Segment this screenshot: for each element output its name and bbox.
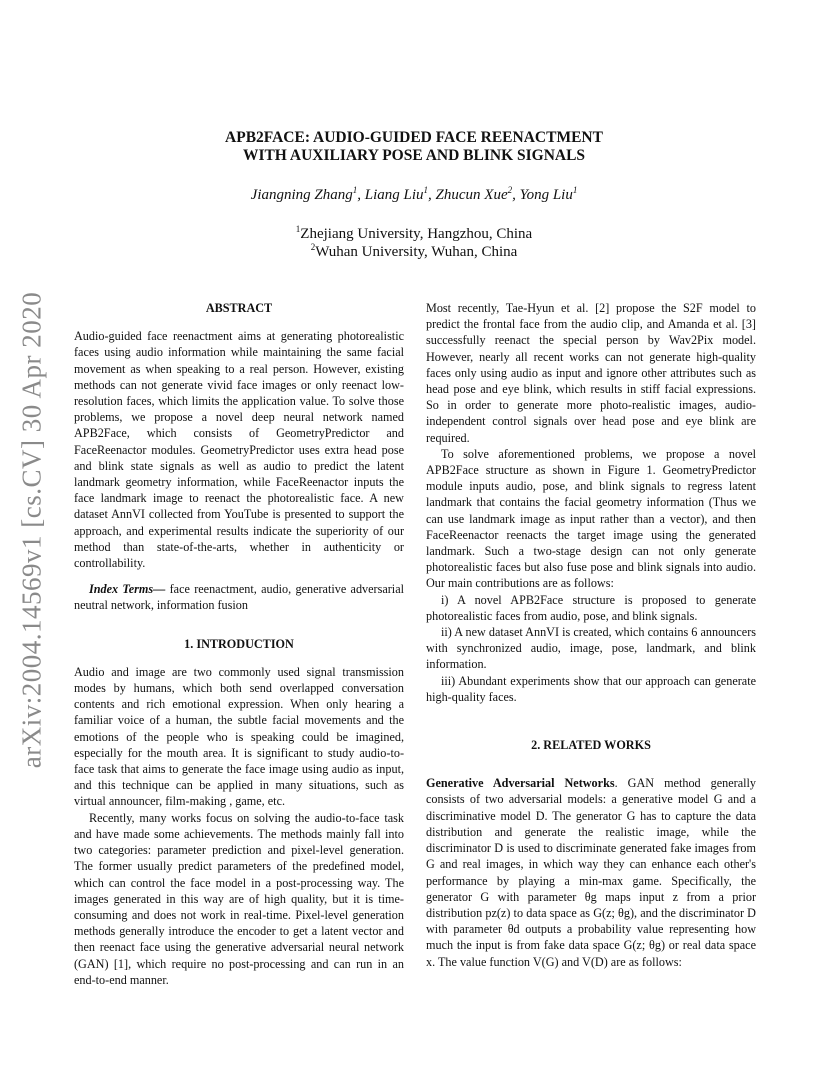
right-column — [426, 300, 756, 970]
right-paragraph-2: To solve aforementioned problems, we propose a novel APB2Face structure as shown in Figure 1. GeometryPredictor module inputs audio, pose, and blink signals to regress latent landmark that contains the facial geometry information (Thus we can use landmark image as input rather than a vector), and then FaceReenactor reenacts the target image using the generated landmark. Such a two-stage design can not only generate photorealistic faces but also fuse pose and blink signals into audio. Our main contributions are as follows: — [426, 446, 756, 591]
affiliations — [0, 225, 828, 261]
affiliation — [0, 243, 828, 261]
arxiv-id: arXiv:2004.14569v1 [cs.CV] 30 Apr 2020 — [16, 291, 47, 769]
index-terms — [74, 581, 404, 613]
index-terms-text: face reenactment, audio, generative adversarial neutral network, information fusion — [74, 582, 404, 613]
author-name: Zhucun Xue — [435, 187, 508, 203]
related-works-heading: 2. RELATED WORKS — [531, 738, 651, 753]
gan-paragraph — [426, 775, 756, 969]
left-column — [74, 300, 404, 988]
author-affil-mark: 2 — [507, 185, 513, 195]
contribution-1: i) A novel APB2Face structure is proposed to generate photorealistic faces from audio, pose, and blink signals. — [426, 592, 756, 623]
affil-text: Wuhan University, Wuhan, China — [315, 244, 518, 260]
arxiv-watermark — [14, 290, 50, 770]
author-name: Yong Liu — [519, 187, 573, 203]
contribution-3: iii) Abundant experiments show that our approach can generate high-quality faces. — [426, 673, 756, 704]
intro-heading: 1. INTRODUCTION — [184, 636, 294, 651]
author-affil-mark: 1 — [423, 185, 429, 195]
paper-title — [0, 129, 828, 165]
title-line-2: WITH AUXILIARY POSE AND BLINK SIGNALS — [242, 147, 586, 164]
author-affil-mark: 1 — [352, 185, 358, 195]
author-name: Liang Liu — [364, 187, 424, 203]
title-line-1: APB2FACE: AUDIO-GUIDED FACE REENACTMENT — [225, 129, 603, 146]
abstract-heading: ABSTRACT — [205, 301, 273, 315]
index-terms-label: Index Terms— — [89, 582, 166, 597]
author-separator: , — [512, 187, 520, 203]
author-list — [0, 187, 828, 204]
gan-label: Generative Adversarial Networks — [426, 776, 615, 791]
author-affil-mark: 1 — [572, 185, 578, 195]
contribution-2: ii) A new dataset AnnVI is created, which contains 6 announcers with synchronized audio, image, pose, landmark, and blink information. — [426, 625, 756, 672]
gan-text: . GAN method generally consists of two adversarial models: a generative model G and a discriminative model D. The generator G has to capture the data distribution and generate the realistic image, while the discriminator D is used to discriminate generated fake images from G and real images, in which way they can enhance each other's performance by playing a min-max game. Specifically, the generator G with parameter θg maps input z from a prior distribution pz(z) to data space as G(z; θg), and the discriminator D with parameter θd outputs a probability value representing how much the input is from fake data space G(z; θg) or real data space x. The value function V(G) and V(D) are as follows: — [426, 776, 756, 969]
intro-paragraph-2: Recently, many works focus on solving the audio-to-face task and have made some achievements. The methods mainly fall into two categories: parameter prediction and pixel-level generation. The former usually predict parameters of the predefined model, which can control the face model in a post-processing way. The images generated in this way are of high quality, but it is time-consuming and does not work in real-time. Pixel-level generation methods generally introduce the encoder to get a latent vector and then reenact face using the generative adversarial neural network (GAN) [1], which require no post-processing and can run in an end-to-end manner. — [74, 810, 404, 987]
affil-mark: 2 — [310, 242, 316, 252]
author-separator: , — [357, 187, 365, 203]
affil-text: Zhejiang University, Hangzhou, China — [300, 226, 533, 242]
intro-paragraph-1: Audio and image are two commonly used signal transmission modes by humans, which both send overlapped conversation contents and rich emotional expression. When only hearing a familiar voice of a human, the subtle facial movements and the emotions of the people who is speaking could be imagined, especially for the mouth area. It is significant to study audio-to-face task that aims to generate the face image using audio as input, and this technique can be applied in many situations, such as virtual announcer, film-making , game, etc. — [74, 664, 404, 809]
affil-mark: 1 — [295, 224, 301, 234]
right-paragraph-1: Most recently, Tae-Hyun et al. [2] propose the S2F model to predict the frontal face from the audio clip, and Amanda et al. [3] successfully reenact the special person by Wav2Pix model. However, nearly all recent works can not generate high-quality faces only using audio as input and ignore other attributes such as head pose and eye blink, which results in stiff facial expressions. So in order to generate more photo-realistic images, audio-independent control signals over head pose and eye blink are required. — [426, 301, 756, 445]
author-name: Jiangning Zhang — [250, 187, 353, 203]
abstract-text: Audio-guided face reenactment aims at generating photorealistic faces using audio information while maintaining the same facial movement as when speaking to a real person. However, existing methods can not generate vivid face images or only reenact low-resolution faces, which limits the application value. To solve those problems, we propose a novel deep neural network named APB2Face, which consists of GeometryPredictor and FaceReenactor modules. GeometryPredictor uses extra head pose and blink state signals as well as audio to predict the latent landmark geometry information, while FaceReenactor inputs the face landmark image to reenact the photorealistic face. A new dataset AnnVI collected from YouTube is presented to support the approach, and experimental results indicate the superiority of our method than state-of-the-arts, whether in authenticity or controllability. — [74, 329, 404, 571]
author-separator: , — [428, 187, 436, 203]
affiliation — [0, 225, 828, 243]
